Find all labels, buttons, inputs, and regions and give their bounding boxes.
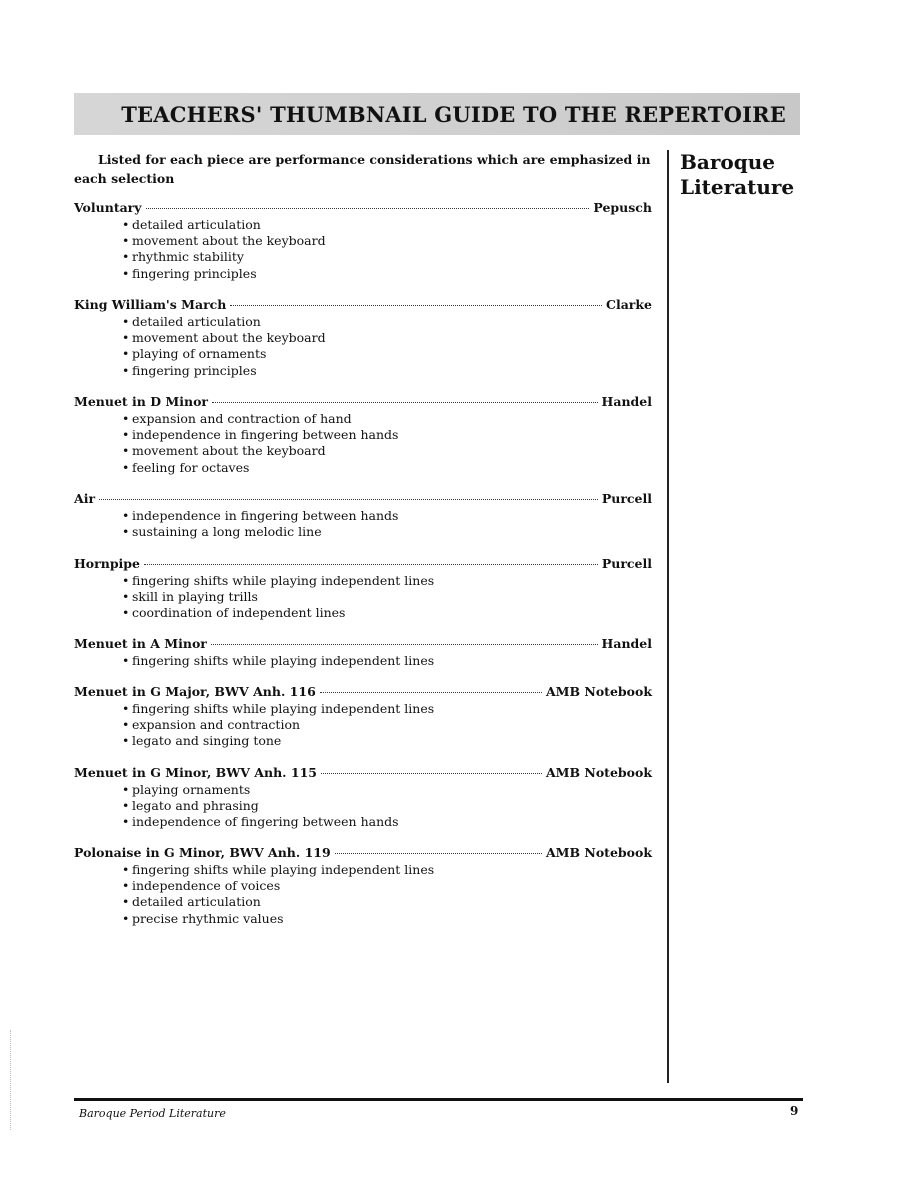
consideration-item: • detailed articulation bbox=[122, 894, 652, 910]
composer-name: Handel bbox=[601, 394, 652, 409]
composer-name: AMB Notebook bbox=[545, 845, 652, 860]
entry-heading bbox=[74, 556, 652, 573]
repertoire-entry bbox=[74, 845, 652, 927]
title-banner bbox=[74, 93, 800, 135]
piece-title: Polonaise in G Minor, BWV Anh. 119 bbox=[74, 845, 331, 860]
consideration-item: • fingering shifts while playing independent lines bbox=[122, 573, 652, 589]
performance-considerations bbox=[74, 508, 652, 540]
entry-heading bbox=[74, 200, 652, 217]
consideration-item: • fingering shifts while playing independent lines bbox=[122, 653, 652, 669]
repertoire-entry bbox=[74, 636, 652, 669]
entry-heading bbox=[74, 491, 652, 508]
composer-name: Purcell bbox=[601, 491, 652, 506]
consideration-item: • legato and singing tone bbox=[122, 733, 652, 749]
section-heading: Baroque Literature bbox=[680, 150, 795, 199]
piece-title: Air bbox=[74, 491, 96, 506]
composer-name: Purcell bbox=[601, 556, 652, 571]
performance-considerations bbox=[74, 653, 652, 669]
piece-title: Menuet in A Minor bbox=[74, 636, 207, 651]
repertoire-entry bbox=[74, 556, 652, 622]
repertoire-entry bbox=[74, 394, 652, 476]
consideration-item: • movement about the keyboard bbox=[122, 330, 652, 346]
composer-name: AMB Notebook bbox=[545, 684, 652, 699]
scan-edge-mark bbox=[10, 1030, 12, 1130]
performance-considerations bbox=[74, 782, 652, 831]
consideration-item: • rhythmic stability bbox=[122, 249, 652, 265]
consideration-item: • fingering principles bbox=[122, 363, 652, 379]
consideration-item: • playing of ornaments bbox=[122, 346, 652, 362]
intro-text: Listed for each piece are performance considerations which are emphasized in each selection bbox=[74, 152, 651, 186]
repertoire-entry bbox=[74, 684, 652, 750]
dot-leader bbox=[211, 644, 598, 645]
consideration-item: • independence in fingering between hands bbox=[122, 508, 652, 524]
column-divider bbox=[667, 150, 669, 1083]
dot-leader bbox=[230, 305, 602, 306]
entry-heading bbox=[74, 394, 652, 411]
entry-heading bbox=[74, 684, 652, 701]
dot-leader bbox=[321, 773, 542, 774]
repertoire-entry bbox=[74, 765, 652, 831]
page-number: 9 bbox=[790, 1104, 799, 1118]
consideration-item: • playing ornaments bbox=[122, 782, 652, 798]
composer-name: AMB Notebook bbox=[545, 765, 652, 780]
consideration-item: • coordination of independent lines bbox=[122, 605, 652, 621]
consideration-item: • independence of fingering between hands bbox=[122, 814, 652, 830]
repertoire-entry bbox=[74, 491, 652, 540]
piece-title: Hornpipe bbox=[74, 556, 141, 571]
consideration-item: • movement about the keyboard bbox=[122, 233, 652, 249]
consideration-item: • precise rhythmic values bbox=[122, 911, 652, 927]
footer-section-title: Baroque Period Literature bbox=[79, 1107, 226, 1120]
composer-name: Clarke bbox=[606, 297, 652, 312]
performance-considerations bbox=[74, 217, 652, 282]
dot-leader bbox=[320, 692, 542, 693]
dot-leader bbox=[146, 208, 590, 209]
consideration-item: • legato and phrasing bbox=[122, 798, 652, 814]
consideration-item: • skill in playing trills bbox=[122, 589, 652, 605]
piece-title: Voluntary bbox=[74, 200, 142, 215]
performance-considerations bbox=[74, 411, 652, 476]
consideration-item: • movement about the keyboard bbox=[122, 443, 652, 459]
piece-title: Menuet in G Minor, BWV Anh. 115 bbox=[74, 765, 317, 780]
performance-considerations bbox=[74, 862, 652, 927]
consideration-item: • expansion and contraction of hand bbox=[122, 411, 652, 427]
page-title: TEACHERS' THUMBNAIL GUIDE TO THE REPERTOIRE bbox=[121, 101, 786, 127]
consideration-item: • fingering shifts while playing independent lines bbox=[122, 862, 652, 878]
consideration-item: • sustaining a long melodic line bbox=[122, 524, 652, 540]
composer-name: Handel bbox=[601, 636, 652, 651]
consideration-item: • independence in fingering between hands bbox=[122, 427, 652, 443]
entry-heading bbox=[74, 636, 652, 653]
composer-name: Pepusch bbox=[593, 200, 652, 215]
piece-title: King William's March bbox=[74, 297, 227, 312]
performance-considerations bbox=[74, 314, 652, 379]
entry-heading bbox=[74, 845, 652, 862]
dot-leader bbox=[144, 564, 598, 565]
consideration-item: • fingering principles bbox=[122, 266, 652, 282]
piece-title: Menuet in D Minor bbox=[74, 394, 209, 409]
piece-title: Menuet in G Major, BWV Anh. 116 bbox=[74, 684, 316, 699]
repertoire-entry bbox=[74, 297, 652, 379]
dot-leader bbox=[99, 499, 598, 500]
performance-considerations bbox=[74, 701, 652, 750]
dot-leader bbox=[335, 853, 542, 854]
entry-heading bbox=[74, 765, 652, 782]
consideration-item: • expansion and contraction bbox=[122, 717, 652, 733]
consideration-item: • fingering shifts while playing independent lines bbox=[122, 701, 652, 717]
consideration-item: • detailed articulation bbox=[122, 314, 652, 330]
consideration-item: • independence of voices bbox=[122, 878, 652, 894]
footer-divider bbox=[74, 1098, 803, 1101]
consideration-item: • detailed articulation bbox=[122, 217, 652, 233]
dot-leader bbox=[212, 402, 598, 403]
consideration-item: • feeling for octaves bbox=[122, 460, 652, 476]
repertoire-entry bbox=[74, 200, 652, 282]
entry-heading bbox=[74, 297, 652, 314]
performance-considerations bbox=[74, 573, 652, 622]
